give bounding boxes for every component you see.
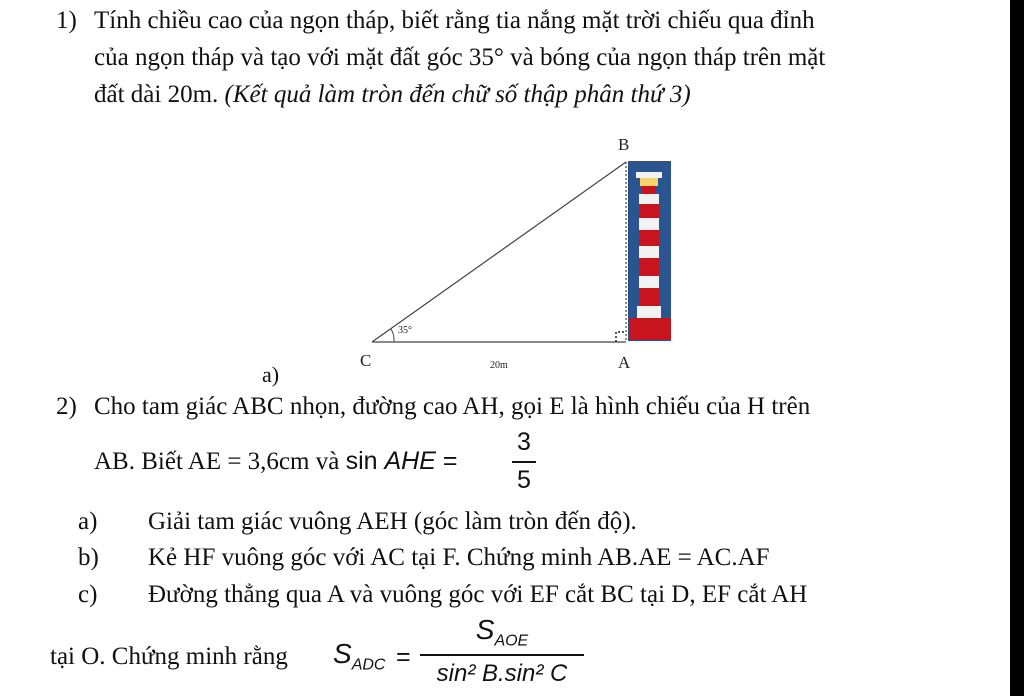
lighthouse-figure bbox=[350, 128, 690, 378]
right-angle-marker bbox=[616, 332, 626, 342]
item-c-label: c) bbox=[78, 581, 98, 608]
problem1-rounding-note: (Kết quả làm tròn đến chữ số thập phân thứ 3) bbox=[224, 81, 691, 108]
vertex-c-label: C bbox=[360, 351, 372, 370]
area-numerator bbox=[420, 614, 584, 651]
item-c-text: Đường thẳng qua A và vuông góc với EF cắt BC tại D, EF cắt AH bbox=[148, 581, 808, 608]
area-denominator: sin² B.sin² C bbox=[436, 660, 568, 687]
problem1-line3-text: đất dài 20m. bbox=[94, 81, 225, 108]
item-a-text: Giải tam giác vuông AEH (góc làm tròn đến độ). bbox=[148, 508, 637, 535]
area-symbol-lhs: S bbox=[333, 638, 352, 669]
problem1-line3 bbox=[94, 82, 691, 107]
fraction-bar bbox=[512, 461, 536, 463]
vertex-a-label: A bbox=[618, 353, 631, 372]
item-b-label: b) bbox=[78, 544, 99, 571]
problem1-line2: của ngọn tháp và tạo với mặt đất góc 35° và bóng của ngọn tháp trên mặt bbox=[94, 44, 826, 71]
angle-arc bbox=[391, 329, 394, 342]
sub-a-label: a) bbox=[262, 362, 280, 387]
problem2-number: 2) bbox=[56, 393, 77, 420]
hypotenuse-line bbox=[372, 162, 626, 342]
angle-label: 35° bbox=[398, 325, 412, 336]
fraction-denominator: 5 bbox=[517, 466, 531, 494]
area-subscript-adc: ADC bbox=[351, 656, 386, 674]
fraction-numerator: 3 bbox=[517, 428, 531, 456]
proof-line-start: tại O. Chứng minh rằng bbox=[50, 643, 288, 670]
area-subscript-aoe: AOE bbox=[494, 632, 529, 650]
item-b-text: Kẻ HF vuông góc với AC tại F. Chứng minh AB.AE = AC.AF bbox=[148, 544, 770, 571]
right-border bbox=[1010, 0, 1024, 696]
equals-sign: = bbox=[435, 447, 458, 475]
fraction-three-fifths bbox=[512, 428, 536, 496]
problem2-line1: Cho tam giác ABC nhọn, đường cao AH, gọi E là hình chiếu của H trên bbox=[94, 393, 811, 420]
area-fraction-bar bbox=[420, 654, 584, 656]
problem2-line2 bbox=[94, 449, 457, 474]
sin-function: sin bbox=[345, 447, 385, 475]
problem1-number: 1) bbox=[56, 7, 77, 34]
item-a-label: a) bbox=[78, 508, 98, 535]
area-fraction bbox=[420, 614, 584, 694]
problem2-given: AB. Biết AE = 3,6cm và bbox=[94, 448, 346, 475]
area-adc bbox=[333, 640, 385, 674]
equals-sign-2: = bbox=[396, 643, 411, 671]
angle-ahe: AHE bbox=[384, 447, 436, 475]
problem1-line1: Tính chiều cao của ngọn tháp, biết rằng tia nắng mặt trời chiếu qua đỉnh bbox=[94, 7, 815, 34]
area-symbol-num: S bbox=[475, 614, 495, 645]
vertex-b-label: B bbox=[618, 135, 630, 154]
base-length-label: 20m bbox=[490, 360, 508, 371]
